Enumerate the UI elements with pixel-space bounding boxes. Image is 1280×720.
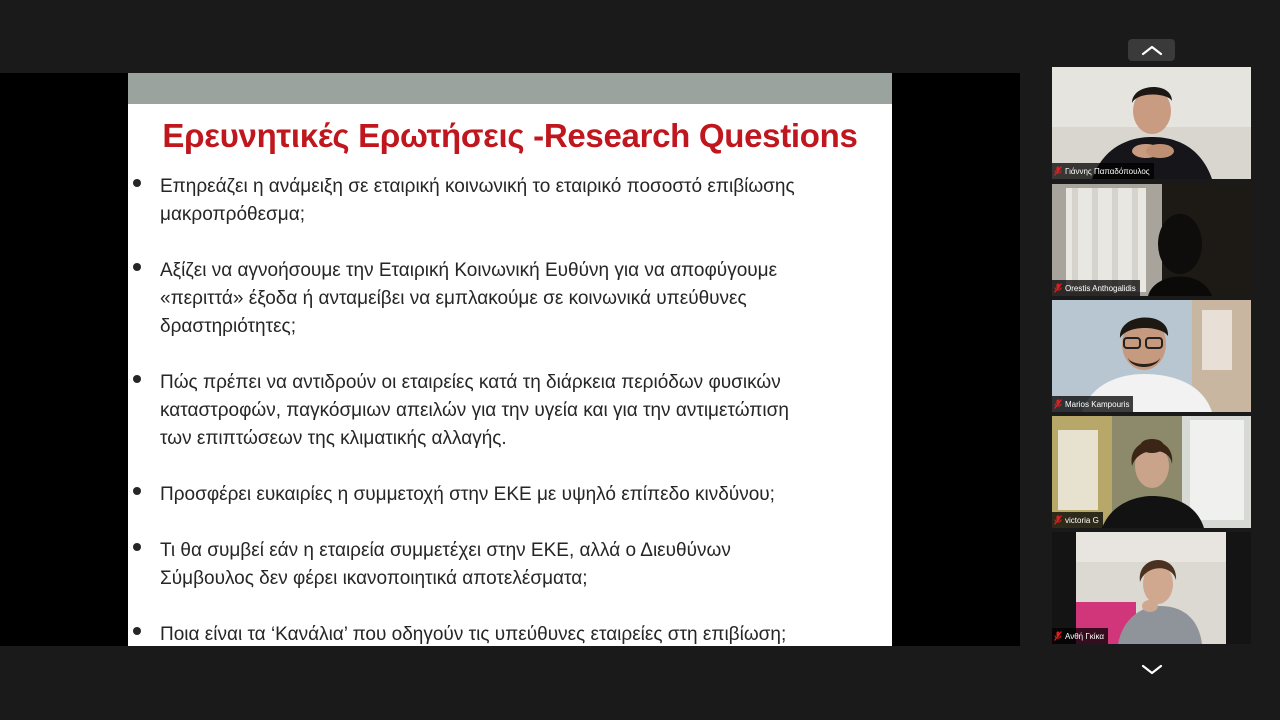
gallery-scroll-up-button[interactable] (1128, 39, 1175, 61)
participant-tile[interactable] (1052, 300, 1251, 412)
screen-share-area (0, 73, 1020, 646)
chevron-down-icon (1141, 663, 1163, 675)
mic-muted-icon (1054, 399, 1062, 409)
bullet-text: Πώς πρέπει να αντιδρούν οι εταιρείες κατά τη διάρκεια περιόδων φυσικών καταστροφών, παγκόσμιων απειλών για την υγεία και για την αντιμετώπιση των επιπτώσεων της κλιματικής αλλαγής. (160, 372, 789, 449)
bullet-dot (133, 375, 141, 383)
bullet-text: Επηρεάζει η ανάμειξη σε εταιρική κοινωνική το εταιρικό ποσοστό επιβίωσης μακροπρόθεσμα; (160, 176, 795, 225)
participant-tile[interactable] (1052, 67, 1251, 179)
bullet-dot (133, 543, 141, 551)
participant-name-label (1052, 512, 1103, 528)
participant-tile[interactable] (1052, 532, 1251, 644)
mic-muted-icon (1054, 283, 1062, 293)
presentation-slide (128, 73, 892, 646)
bottom-bar (0, 646, 1280, 720)
bullet-dot (133, 179, 141, 187)
slide-title: Ερευνητικές Ερωτήσεις -Research Questions (162, 117, 858, 154)
bullet-dot (133, 263, 141, 271)
bullet-text: Προσφέρει ευκαιρίες η συμμετοχή στην ΕΚΕ με υψηλό επίπεδο κινδύνου; (160, 484, 775, 505)
participant-name: Marios Kampouris (1065, 399, 1130, 409)
participant-name-label (1052, 628, 1108, 644)
bullet-text: Αξίζει να αγνοήσουμε την Εταιρική Κοινωνική Ευθύνη για να αποφύγουμε «περιττά» έξοδα ή ανταμείβει να εμπλακούμε σε κοινωνικά υπεύθυνες δραστηριότητες; (160, 260, 778, 337)
participant-name-label (1052, 163, 1154, 179)
bullet-dot (133, 627, 141, 635)
participant-tile[interactable] (1052, 416, 1251, 528)
participant-name-label (1052, 396, 1133, 412)
participant-name-label (1052, 280, 1140, 296)
mic-muted-icon (1054, 166, 1062, 176)
slide-header-band (128, 73, 892, 104)
participant-name: victoria G (1065, 515, 1099, 525)
participant-tile[interactable] (1052, 184, 1251, 296)
gallery-scroll-down-button[interactable] (1128, 658, 1175, 680)
participant-name: Orestis Anthogalidis (1065, 283, 1136, 293)
mic-muted-icon (1054, 515, 1062, 525)
bullet-text: Τι θα συμβεί εάν η εταιρεία συμμετέχει στην ΕΚΕ, αλλά ο Διευθύνων Σύμβουλος δεν φέρει ικανοποιητικά αποτελέσματα; (160, 540, 731, 589)
mic-muted-icon (1054, 631, 1062, 641)
participant-name: Γιάννης Παπαδόπουλος (1065, 166, 1150, 176)
bullet-dot (133, 487, 141, 495)
chevron-up-icon (1141, 44, 1163, 56)
top-bar (0, 0, 1280, 73)
participant-name: Ανθή Γκίκα (1065, 631, 1105, 641)
bullet-text: Ποια είναι τα ‘Κανάλια’ που οδηγούν τις υπεύθυνες εταιρείες στη επιβίωση; (160, 624, 787, 645)
